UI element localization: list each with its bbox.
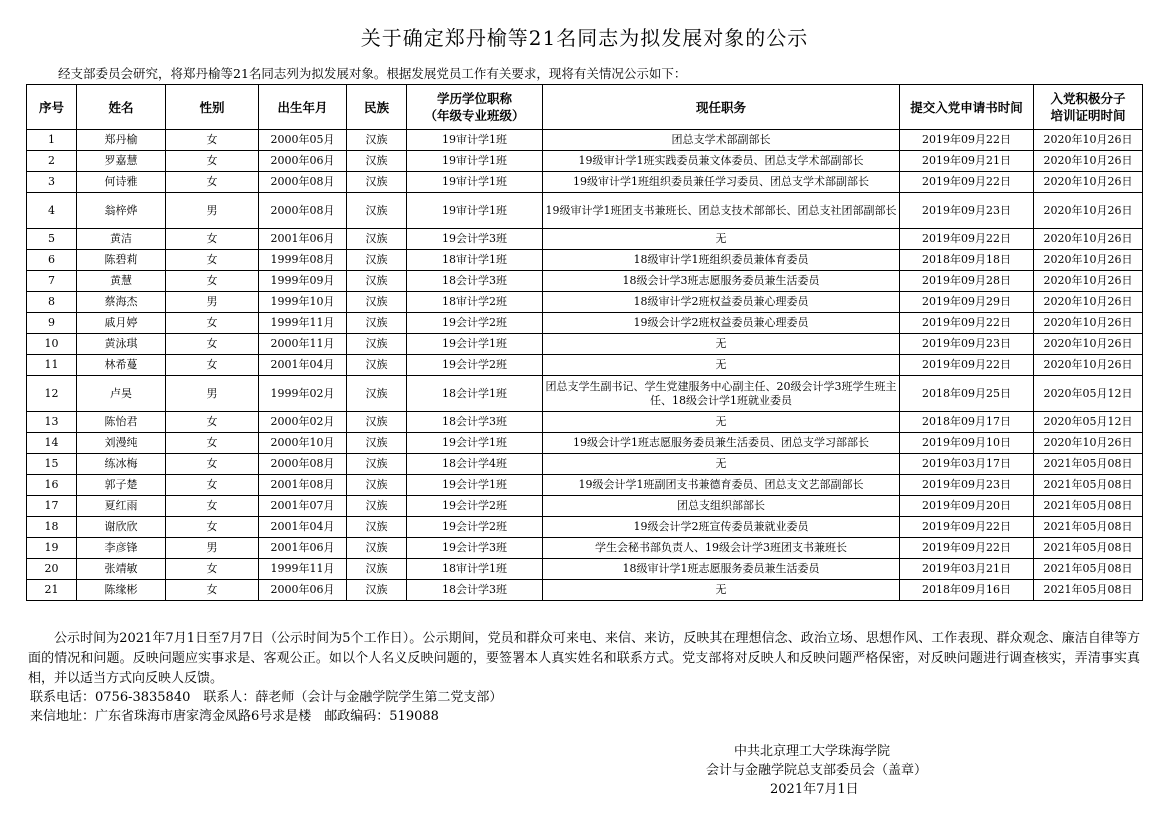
cell-class: 19会计学2班 <box>407 496 543 517</box>
contact-phone: 联系电话：0756-3835840 联系人：薛老师（会计与金融学院学生第二党支部） <box>30 690 503 705</box>
table-row <box>27 130 1143 151</box>
header-position: 现任职务 <box>543 85 900 130</box>
cell-index: 13 <box>27 412 77 433</box>
cell-birth: 2001年06月 <box>259 229 347 250</box>
table-row <box>27 559 1143 580</box>
cell-class: 18审计学1班 <box>407 559 543 580</box>
table-row <box>27 454 1143 475</box>
cell-application-date: 2018年09月17日 <box>900 412 1034 433</box>
cell-application-date: 2019年03月21日 <box>900 559 1034 580</box>
cell-training-date: 2020年10月26日 <box>1034 229 1143 250</box>
cell-class: 19会计学2班 <box>407 313 543 334</box>
cell-index: 9 <box>27 313 77 334</box>
cell-birth: 1999年08月 <box>259 250 347 271</box>
cell-index: 2 <box>27 151 77 172</box>
cell-birth: 2000年08月 <box>259 193 347 229</box>
cell-gender: 男 <box>166 193 259 229</box>
cell-gender: 女 <box>166 313 259 334</box>
cell-birth: 2001年07月 <box>259 496 347 517</box>
cell-ethnicity: 汉族 <box>347 559 407 580</box>
cell-birth: 2001年06月 <box>259 538 347 559</box>
cell-ethnicity: 汉族 <box>347 334 407 355</box>
cell-application-date: 2018年09月16日 <box>900 580 1034 601</box>
cell-position: 19级审计学1班实践委员兼文体委员、团总支学术部副部长 <box>543 151 900 172</box>
cell-gender: 女 <box>166 250 259 271</box>
cell-class: 18会计学3班 <box>407 580 543 601</box>
cell-birth: 1999年11月 <box>259 559 347 580</box>
cell-birth: 2000年06月 <box>259 151 347 172</box>
cell-ethnicity: 汉族 <box>347 193 407 229</box>
cell-gender: 女 <box>166 151 259 172</box>
cell-training-date: 2020年10月26日 <box>1034 250 1143 271</box>
cell-position: 无 <box>543 229 900 250</box>
cell-application-date: 2019年09月23日 <box>900 334 1034 355</box>
cell-class: 18审计学2班 <box>407 292 543 313</box>
cell-index: 11 <box>27 355 77 376</box>
table-row <box>27 172 1143 193</box>
table-row <box>27 412 1143 433</box>
cell-index: 5 <box>27 229 77 250</box>
cell-gender: 女 <box>166 355 259 376</box>
cell-position: 18级审计学1班志愿服务委员兼生活委员 <box>543 559 900 580</box>
cell-index: 6 <box>27 250 77 271</box>
cell-name: 蔡海杰 <box>77 292 166 313</box>
cell-gender: 女 <box>166 454 259 475</box>
cell-index: 3 <box>27 172 77 193</box>
cell-ethnicity: 汉族 <box>347 475 407 496</box>
cell-application-date: 2019年09月20日 <box>900 496 1034 517</box>
cell-application-date: 2019年09月22日 <box>900 172 1034 193</box>
table-row <box>27 376 1143 412</box>
cell-birth: 2000年08月 <box>259 172 347 193</box>
cell-class: 19审计学1班 <box>407 151 543 172</box>
cell-ethnicity: 汉族 <box>347 271 407 292</box>
cell-gender: 女 <box>166 580 259 601</box>
cell-training-date: 2020年10月26日 <box>1034 193 1143 229</box>
cell-training-date: 2020年10月26日 <box>1034 292 1143 313</box>
cell-index: 20 <box>27 559 77 580</box>
cell-index: 15 <box>27 454 77 475</box>
cell-birth: 2000年02月 <box>259 412 347 433</box>
cell-application-date: 2019年09月29日 <box>900 292 1034 313</box>
table-header-row <box>27 85 1143 130</box>
cell-position: 团总支学术部副部长 <box>543 130 900 151</box>
table-row <box>27 250 1143 271</box>
cell-ethnicity: 汉族 <box>347 151 407 172</box>
cell-application-date: 2019年09月28日 <box>900 271 1034 292</box>
cell-class: 18会计学4班 <box>407 454 543 475</box>
cell-application-date: 2019年09月23日 <box>900 193 1034 229</box>
cell-training-date: 2021年05月08日 <box>1034 559 1143 580</box>
cell-index: 21 <box>27 580 77 601</box>
cell-training-date: 2021年05月08日 <box>1034 517 1143 538</box>
table-row <box>27 151 1143 172</box>
cell-training-date: 2020年10月26日 <box>1034 130 1143 151</box>
cell-position: 无 <box>543 355 900 376</box>
cell-class: 19会计学1班 <box>407 475 543 496</box>
cell-position: 无 <box>543 334 900 355</box>
cell-application-date: 2019年09月23日 <box>900 475 1034 496</box>
cell-application-date: 2018年09月25日 <box>900 376 1034 412</box>
cell-name: 李彦锋 <box>77 538 166 559</box>
cell-class: 19会计学2班 <box>407 355 543 376</box>
cell-ethnicity: 汉族 <box>347 496 407 517</box>
cell-ethnicity: 汉族 <box>347 130 407 151</box>
cell-training-date: 2021年05月08日 <box>1034 538 1143 559</box>
cell-gender: 男 <box>166 292 259 313</box>
cell-application-date: 2019年09月22日 <box>900 517 1034 538</box>
cell-ethnicity: 汉族 <box>347 229 407 250</box>
cell-name: 谢欣欣 <box>77 517 166 538</box>
cell-position: 18级审计学1班组织委员兼体育委员 <box>543 250 900 271</box>
cell-name: 黄洁 <box>77 229 166 250</box>
cell-name: 郑丹榆 <box>77 130 166 151</box>
cell-ethnicity: 汉族 <box>347 580 407 601</box>
cell-ethnicity: 汉族 <box>347 313 407 334</box>
table-row <box>27 271 1143 292</box>
intro-text: 经支部委员会研究，将郑丹榆等21名同志列为拟发展对象。根据发展党员工作有关要求，现将有关情况公示如下： <box>58 66 687 81</box>
table-body <box>27 130 1143 601</box>
cell-class: 18会计学1班 <box>407 376 543 412</box>
table-row <box>27 538 1143 559</box>
cell-training-date: 2021年05月08日 <box>1034 475 1143 496</box>
cell-name: 夏红雨 <box>77 496 166 517</box>
cell-name: 戚月婷 <box>77 313 166 334</box>
cell-name: 陈缘彬 <box>77 580 166 601</box>
cell-gender: 女 <box>166 475 259 496</box>
cell-position: 19级会计学2班权益委员兼心理委员 <box>543 313 900 334</box>
cell-birth: 2000年11月 <box>259 334 347 355</box>
cell-position: 18级审计学2班权益委员兼心理委员 <box>543 292 900 313</box>
cell-birth: 1999年10月 <box>259 292 347 313</box>
table-row <box>27 580 1143 601</box>
cell-name: 郭子楚 <box>77 475 166 496</box>
cell-class: 19审计学1班 <box>407 193 543 229</box>
cell-training-date: 2020年10月26日 <box>1034 172 1143 193</box>
cell-training-date: 2020年05月12日 <box>1034 412 1143 433</box>
cell-position: 19级会计学2班宣传委员兼就业委员 <box>543 517 900 538</box>
cell-position: 团总支组织部部长 <box>543 496 900 517</box>
cell-index: 14 <box>27 433 77 454</box>
cell-name: 林希蔓 <box>77 355 166 376</box>
cell-gender: 女 <box>166 496 259 517</box>
cell-index: 8 <box>27 292 77 313</box>
cell-index: 19 <box>27 538 77 559</box>
cell-class: 19审计学1班 <box>407 130 543 151</box>
cell-training-date: 2021年05月08日 <box>1034 454 1143 475</box>
cell-class: 19会计学2班 <box>407 517 543 538</box>
table-row <box>27 334 1143 355</box>
cell-ethnicity: 汉族 <box>347 172 407 193</box>
cell-gender: 女 <box>166 229 259 250</box>
cell-position: 19级会计学1班副团支书兼德育委员、团总支文艺部副部长 <box>543 475 900 496</box>
cell-ethnicity: 汉族 <box>347 355 407 376</box>
cell-training-date: 2020年10月26日 <box>1034 151 1143 172</box>
cell-ethnicity: 汉族 <box>347 250 407 271</box>
cell-position: 18级会计学3班志愿服务委员兼生活委员 <box>543 271 900 292</box>
contact-address: 来信地址：广东省珠海市唐家湾金凤路6号求是楼 邮政编码：519088 <box>30 709 439 724</box>
cell-index: 4 <box>27 193 77 229</box>
table-row <box>27 292 1143 313</box>
cell-ethnicity: 汉族 <box>347 412 407 433</box>
cell-birth: 2001年04月 <box>259 517 347 538</box>
cell-class: 19会计学3班 <box>407 229 543 250</box>
cell-application-date: 2019年09月22日 <box>900 313 1034 334</box>
cell-gender: 男 <box>166 538 259 559</box>
cell-training-date: 2020年10月26日 <box>1034 334 1143 355</box>
cell-index: 10 <box>27 334 77 355</box>
header-name: 姓名 <box>77 85 166 130</box>
cell-birth: 1999年09月 <box>259 271 347 292</box>
cell-birth: 2000年05月 <box>259 130 347 151</box>
header-ethnicity: 民族 <box>347 85 407 130</box>
cell-name: 陈碧莉 <box>77 250 166 271</box>
cell-application-date: 2019年09月22日 <box>900 538 1034 559</box>
cell-name: 刘漫纯 <box>77 433 166 454</box>
cell-gender: 女 <box>166 130 259 151</box>
cell-birth: 2000年10月 <box>259 433 347 454</box>
cell-ethnicity: 汉族 <box>347 292 407 313</box>
cell-class: 18会计学3班 <box>407 271 543 292</box>
cell-birth: 1999年02月 <box>259 376 347 412</box>
cell-birth: 2000年06月 <box>259 580 347 601</box>
table-row <box>27 229 1143 250</box>
table-row <box>27 193 1143 229</box>
cell-ethnicity: 汉族 <box>347 517 407 538</box>
cell-gender: 女 <box>166 559 259 580</box>
cell-ethnicity: 汉族 <box>347 433 407 454</box>
cell-ethnicity: 汉族 <box>347 538 407 559</box>
cell-application-date: 2019年09月22日 <box>900 130 1034 151</box>
cell-gender: 女 <box>166 334 259 355</box>
cell-training-date: 2020年05月12日 <box>1034 376 1143 412</box>
cell-ethnicity: 汉族 <box>347 454 407 475</box>
cell-class: 19会计学1班 <box>407 334 543 355</box>
cell-birth: 1999年11月 <box>259 313 347 334</box>
table-row <box>27 355 1143 376</box>
cell-name: 陈怡君 <box>77 412 166 433</box>
cell-name: 翁梓烨 <box>77 193 166 229</box>
cell-application-date: 2019年09月22日 <box>900 229 1034 250</box>
page-title: 关于确定郑丹榆等21名同志为拟发展对象的公示 <box>360 26 809 50</box>
cell-application-date: 2019年09月22日 <box>900 355 1034 376</box>
cell-ethnicity: 汉族 <box>347 376 407 412</box>
cell-birth: 2001年04月 <box>259 355 347 376</box>
cell-application-date: 2019年09月10日 <box>900 433 1034 454</box>
cell-position: 19级审计学1班组织委员兼任学习委员、团总支学术部副部长 <box>543 172 900 193</box>
cell-index: 16 <box>27 475 77 496</box>
header-application-date: 提交入党申请书时间 <box>900 85 1034 130</box>
cell-class: 18审计学1班 <box>407 250 543 271</box>
cell-gender: 男 <box>166 376 259 412</box>
cell-index: 12 <box>27 376 77 412</box>
table-row <box>27 433 1143 454</box>
cell-gender: 女 <box>166 412 259 433</box>
cell-index: 18 <box>27 517 77 538</box>
candidate-table <box>26 84 1143 601</box>
cell-gender: 女 <box>166 271 259 292</box>
table-row <box>27 313 1143 334</box>
cell-training-date: 2020年10月26日 <box>1034 433 1143 454</box>
cell-class: 18会计学3班 <box>407 412 543 433</box>
cell-training-date: 2020年10月26日 <box>1034 313 1143 334</box>
cell-class: 19审计学1班 <box>407 172 543 193</box>
cell-position: 无 <box>543 412 900 433</box>
cell-position: 19级会计学1班志愿服务委员兼生活委员、团总支学习部部长 <box>543 433 900 454</box>
cell-index: 7 <box>27 271 77 292</box>
header-gender: 性别 <box>166 85 259 130</box>
cell-training-date: 2020年10月26日 <box>1034 355 1143 376</box>
cell-index: 17 <box>27 496 77 517</box>
cell-name: 卢昊 <box>77 376 166 412</box>
table-row <box>27 475 1143 496</box>
org-committee: 会计与金融学院总支部委员会（盖章） <box>706 763 928 778</box>
cell-application-date: 2018年09月18日 <box>900 250 1034 271</box>
cell-position: 19级审计学1班团支书兼班长、团总支技术部部长、团总支社团部副部长 <box>543 193 900 229</box>
cell-position: 学生会秘书部负责人、19级会计学3班团支书兼班长 <box>543 538 900 559</box>
header-index: 序号 <box>27 85 77 130</box>
cell-class: 19会计学3班 <box>407 538 543 559</box>
cell-name: 张靖敏 <box>77 559 166 580</box>
cell-birth: 2001年08月 <box>259 475 347 496</box>
cell-application-date: 2019年09月21日 <box>900 151 1034 172</box>
cell-training-date: 2020年10月26日 <box>1034 271 1143 292</box>
header-class: 学历学位职称 （年级专业班级） <box>407 85 543 130</box>
cell-name: 黄慧 <box>77 271 166 292</box>
header-training-date: 入党积极分子 培训证明时间 <box>1034 85 1143 130</box>
cell-birth: 2000年08月 <box>259 454 347 475</box>
table-row <box>27 496 1143 517</box>
cell-name: 黄泳琪 <box>77 334 166 355</box>
cell-training-date: 2021年05月08日 <box>1034 496 1143 517</box>
cell-name: 罗嘉慧 <box>77 151 166 172</box>
notice-paragraph: 公示时间为2021年7月1日至7月7日（公示时间为5个工作日）。公示期间，党员和群众可来电、来信、来访，反映其在理想信念、政治立场、思想作风、工作表现、群众观念、廉洁自律等方面的情况和问题。反映问题应实事求是、客观公正。如以个人名义反映问题的，要签署本人真实姓名和联系方式。党支部将对反映人和反映问题严格保密，对反映问题进行调查核实，弄清事实真相，并以适当方式向反映人反馈。 <box>28 631 1140 686</box>
cell-training-date: 2021年05月08日 <box>1034 580 1143 601</box>
header-birth: 出生年月 <box>259 85 347 130</box>
cell-gender: 女 <box>166 433 259 454</box>
cell-class: 19会计学1班 <box>407 433 543 454</box>
cell-gender: 女 <box>166 517 259 538</box>
org-name: 中共北京理工大学珠海学院 <box>734 744 891 759</box>
cell-name: 何诗雅 <box>77 172 166 193</box>
cell-gender: 女 <box>166 172 259 193</box>
cell-position: 无 <box>543 454 900 475</box>
cell-position: 无 <box>543 580 900 601</box>
cell-application-date: 2019年03月17日 <box>900 454 1034 475</box>
cell-position: 团总支学生副书记、学生党建服务中心副主任、20级会计学3班学生班主任、18级会计学1班就业委员 <box>543 376 900 412</box>
table-row <box>27 517 1143 538</box>
cell-index: 1 <box>27 130 77 151</box>
cell-name: 练冰梅 <box>77 454 166 475</box>
issue-date: 2021年7月1日 <box>770 782 859 797</box>
